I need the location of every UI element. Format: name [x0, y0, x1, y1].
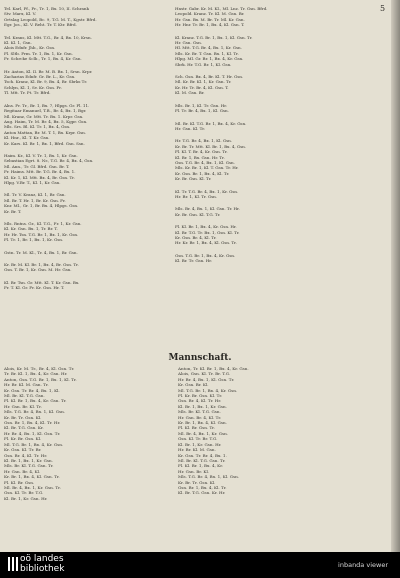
- entry-line: Kr. Gsn. Kl. Tr. Br.: [4, 447, 42, 453]
- entry-line: Fl. Kr. Br. Gsn. Kl. Tr.: [178, 393, 223, 399]
- entry-line: Gsn. Br. 4, Kl. Tr. Hr.: [4, 452, 48, 458]
- entry-line: Leopold. Kranz. Tr. Kl. M. Gsn. Br.: [175, 11, 245, 17]
- entry-line: Zacharias Ednfr. Gr. Br. L., Kr. Gsn.: [4, 74, 76, 80]
- entry-line: Mls. Br. 1, Kl. Tr. Gsn. Hr.: [175, 102, 227, 108]
- section-heading: Mannschaft.: [168, 353, 232, 363]
- entry-line: Ml. Br. Kl. T.G. Gsn. Tr.: [178, 457, 226, 463]
- entry-line: Ml. Kr. Br. Kl. 1, Kr. Gsn. Tr.: [175, 79, 232, 85]
- entry-line: Hr. Hnr. Tr. Br. 1, Bx. 4, Kl. Gsn. T.: [175, 22, 245, 28]
- logo-text-line2: bibliothek: [20, 564, 65, 574]
- entry-line: Kr. Br. Gsn. Kl. T.G. Tr.: [175, 211, 221, 217]
- entry-line: Fl. Kr. Br. Gsn. Kl.: [4, 436, 42, 442]
- text-column-right: [175, 6, 365, 264]
- entry-line: Hr. Anton, Kl. II. Br. M. B. Bx. 1, Srsn. Krpr.: [4, 68, 93, 74]
- entry-gap: [175, 246, 365, 253]
- entry-line: Haim. Kr., Kl. V. Tr. 1, Bx. 1, Kr. Gsn.: [4, 152, 78, 158]
- entry-line: Kl. Tr. T.G. Br. 4, Bx. 1, Kr. Gsn.: [175, 188, 239, 194]
- entry-line: Hr. Br. Kl. M. Gsn.: [178, 447, 216, 453]
- entry-line: Sebastian Egrt. 8. Nr., T.G. Br. 4, Bx. 4, Gsn.: [4, 158, 94, 164]
- entry-line: Fl. Tr. 1, Br. 1, Bx. 1, Kr. Gsn.: [4, 237, 64, 243]
- entry-line: Hlpg. Ml. Gr. Br. 1, Bx. 4, Kr. Gsn.: [175, 56, 244, 62]
- entry-line: Fl. Kl. Br. 1, Bx. 4, Kr. Gsn. Hr.: [175, 224, 237, 230]
- entry-gap: [175, 28, 365, 35]
- entry-line: Kl. Br. 1, Kr. Gsn. Hr.: [4, 495, 48, 501]
- entry-line: Fl. Sltb. Frm. Tr. 1, Bx. 1, Kr. Gsn.: [4, 50, 73, 56]
- entry-gap: [4, 96, 132, 103]
- logo-text-line1: oö landes: [20, 554, 64, 564]
- entry-line: Hr. Br. 4, Bx. 1, Kl. Gsn. Tr.: [178, 376, 235, 382]
- entry-line: Kr. Br. T.: [4, 208, 22, 214]
- entry-line: Ml. Ann., Tr. Gl. Bfrd. Gsn. Br. T.: [4, 163, 70, 169]
- text-column-left: [4, 6, 132, 291]
- entry-line: Stv. Marx, Kl. V.: [4, 11, 37, 17]
- entry-line: Ml. Br. T. Hr. 1, Br. Kr. Gsn. Fr.: [4, 197, 66, 203]
- entry-line: Kr. Gsn. Tr. Br. 4, Bx. 1.: [178, 452, 227, 458]
- entry-line: Fr. T. Kl. Gr. Fr. Kr. Gsn. Hr. T.: [4, 285, 65, 291]
- entry-line: Alns. Fr. Tr., Br. 1, Bx. 7, Hlpgs. Gr. Fl. 11.: [4, 102, 90, 108]
- entry-line: Hr. T.G. Br. 4, Bx. 1, Kl. Gsn.: [175, 138, 233, 144]
- entry-line: Schlyn, Kl. 1, Sv. Kr. Gsn. Fr.: [4, 84, 62, 90]
- page-edge-shadow: [391, 0, 400, 552]
- entry-line: Gsn. Kl. Tr. Br. T.G.: [4, 490, 44, 496]
- entry-line: Kr. Br. Gsn. Kl. Tr.: [175, 176, 212, 182]
- entry-gap: [4, 146, 132, 153]
- entry-line: Egr. Jos., Kl. V. Reht. Tr. T. Ktr. Bfrd.: [4, 22, 77, 28]
- entry-line: Kr. Gsn. Tr. Br. 4, Bx. 1, Kl.: [4, 387, 60, 393]
- entry-line: Kr. Gsn. Br. 1, Bx. 4, Kl. Tr.: [175, 170, 230, 176]
- entry-line: Hr. Gsn. Bx. M. Br. Tr. Ml. Kr. Gsn.: [175, 16, 245, 22]
- entry-line: Ortslag Leopold, Bc. 9, T.G. M. T., Kgstr. Bfrd.: [4, 16, 97, 22]
- entry-gap: [4, 62, 132, 69]
- entry-line: Tr. Br. Kl. 1, Bx. 4, Kr. Gsn. Hr.: [4, 371, 68, 377]
- entry-gap: [175, 131, 365, 138]
- entry-line: Kl. M. Gsn. Br.: [175, 90, 205, 96]
- entry-line: Anton Mattan, Br. M. T. 1, Bx. Krpr. Gsn.: [4, 129, 87, 135]
- entry-line: Anton, Gsn. T.G. Br. 1, Bx. 1, Kl. Tr.: [4, 376, 77, 382]
- entry-line: Hr. Gsn. Br. Kl.: [178, 468, 210, 474]
- entry-line: Kl. Br. 1, Kr. Gsn. Hr.: [178, 441, 222, 447]
- entry-line: Gsn. T.G. Br. 4, Bx. 1, Kl. Gsn.: [175, 159, 235, 165]
- entry-line: Ml. Br. Kl. T.G. Gsn.: [4, 393, 45, 399]
- entry-line: Mls. Br. 4, Bx. 1, Kl. Gsn. Tr. Hr.: [175, 206, 240, 212]
- entry-gap: [175, 67, 365, 74]
- entry-line: Hr. Br. Kl. M. Gsn. Tr.: [4, 382, 49, 388]
- entry-line: Kl. Br. T.G. Tr. Bx. 1, Gsn. Kl. Tr.: [175, 229, 240, 235]
- entry-gap: [4, 214, 132, 221]
- entry-line: Ml. Br. 4, Bx. 1, Kr. Gsn.: [178, 430, 229, 436]
- entry-line: Tel. Krans, Kl. Mtt. T.G., Br. 4, Bx. 10, Krsn.: [4, 34, 92, 40]
- entry-line: Mls. Rntns. Gr., Kl. T.G., Fr. 1, Kr. Gsn.: [4, 221, 82, 226]
- entry-line: Gstn. Tr. M. Kl., Tr. 4, Bx. 1, Br. Gsn.: [4, 249, 78, 255]
- entry-line: Gsn. Br. 1, Bx. 4, Kl. Tr.: [178, 484, 227, 490]
- entry-gap: [175, 114, 365, 121]
- entry-line: Hr. Kr. Br. 1, Bx. 4, Kl. Gsn. Tr.: [175, 240, 237, 246]
- entry-line: Aug. Haim, Tr. M. Br. 4, Bx. 5, Kgpr. Gsn.: [4, 118, 88, 124]
- page-number: 5: [380, 4, 386, 13]
- entry-line: Knr. Ml., Gr. 1, Br. Bx. 4, Hlpgs. Gsn.: [4, 203, 79, 209]
- entry-line: Tl. Mtt. Tr. Pt. Tr. Bfrd.: [4, 90, 51, 96]
- entry-line: Kr. Br. 1, Bx. 4, Kl. Gsn. Tr.: [4, 474, 60, 480]
- entry-gap: [175, 199, 365, 206]
- entry-line: Gsn. Kl. Tr. Br. T.G.: [178, 436, 218, 442]
- entry-line: Mls. T.G. Br. 4, Bx. 1, Kl. Gsn.: [4, 409, 66, 415]
- entry-line: Kl. Br. 1, Bx. Gsn. Hr. Tr.: [175, 154, 225, 160]
- entry-line: Mls. Srs. Bl. Kl. Tr. 1, Bx. 4, Gsn.: [4, 124, 71, 130]
- entry-line: Tel. Karl, Pf., Fr., Tr. 1, Bx. 10, II. Schrank: [4, 6, 89, 11]
- entry-line: Kl. Br. Tr. Gsn. Hr.: [175, 258, 212, 264]
- entry-line: Kr. Br. 1, Bx. 4, Kl. Gsn.: [178, 420, 227, 426]
- entry-line: Kr. Br. Tr. Mtt. Kl. Br. 1, Bx. 4, Gsn.: [175, 143, 246, 149]
- entry-line: Hr. Gsn. Br. 4, Kl.: [4, 468, 41, 474]
- entry-line: Kl. Br. T.G. Gsn. Kr.: [4, 425, 44, 431]
- entry-line: Kl. Kl. 1, Gsn.: [4, 40, 32, 46]
- entry-line: Mls. Br. Kl. T.G. Gsn.: [178, 409, 221, 415]
- entry-line: Kr. Gsn. Br. 4, Kl. Tr.: [175, 235, 217, 240]
- entry-line: Fr. Haims. Mtt. Br. T.G. Br. 4, Bx. 1.: [4, 169, 76, 175]
- entry-line: Kr. Kars. Kl. Br. 1, Bx. 1, Bfrd. Gsn. Ssn.: [4, 140, 85, 146]
- entry-line: Kr. Br. Tr. Gsn. Kl.: [4, 414, 42, 420]
- entry-line: Kr. Hr. Tr. Br. 4, Kl. Gsn. T.: [175, 84, 229, 90]
- entry-line: Tsch. Kranz, Kl. Br. 9, Bx. 4, Br. Sbrks Tr.: [4, 79, 88, 85]
- entry-line: Kl. Br. 1, Bx. 1, Kr. Gsn.: [178, 403, 227, 409]
- entry-line: Fl. Tr. Br. 4, Bx. 1, Kl. Gsn.: [175, 108, 229, 114]
- entry-line: Mls. Br. Kl. T.G. Gsn. Tr.: [4, 463, 54, 469]
- entry-line: Fl. Kl. T. Br. 4, Kr. Gsn. Tr.: [175, 149, 228, 155]
- entry-line: Kl. Br. 1, Bx. 1, Kr. Gsn.: [4, 457, 53, 463]
- entry-line: Mls. Kr. Br. 1, Kl. T. Gsn. Tr. Hr.: [175, 165, 239, 171]
- entry-line: Fr. Schrcke Sclb., Tr. 1, Bx. 4, Kr. Gsn.: [4, 56, 82, 62]
- entry-gap: [175, 217, 365, 224]
- entry-gap: [175, 96, 365, 103]
- entry-line: Gsn. T. Br. 1, Kr. Gsn. M. Hr. Gsn.: [4, 267, 72, 273]
- entry-line: Alois, Kr. M. Tr., Br. 4, Kl. Gsn. Tr.: [4, 366, 75, 371]
- library-logo-icon: [8, 557, 18, 571]
- entry-line: Ml. Br. Kl. T.G. Br. 1, Bx. 4, Kr. Gsn.: [175, 120, 247, 126]
- entry-line: Gsn. Br. 1, Bx. 4, Kl. Tr. Hr.: [4, 420, 61, 426]
- entry-gap: [175, 182, 365, 189]
- entry-line: Ml. Tr. V. Kranz, Kl. 1, Br. Gsn.: [4, 192, 66, 198]
- entry-line: Kl. Br. T.G. Gsn. Kr. Hr.: [178, 490, 226, 496]
- entry-line: Ml. Kranz, Gr. Mtt. Tr. Bx. 1. Krpr. Gsn.: [4, 113, 84, 119]
- entry-gap: [4, 255, 132, 262]
- entry-line: Ml. T.G. Br. 1, Bx. 4, Kr. Gsn.: [178, 387, 238, 393]
- entry-line: Hnstr. Gabr. Kr. M. Kl., Ml. Lnz. Tr. Gsn. Bfrd.: [175, 6, 268, 11]
- entry-line: Hr. Gsn. Gsn.: [175, 40, 202, 46]
- entry-line: Kr. Gsn. Br. Kl.: [178, 382, 209, 388]
- entry-line: Hlpg. V.Br. T., Kl. 1, Kr. Gsn.: [4, 179, 61, 185]
- entry-line: Hr. Gsn. Br. 4, Kl. Tr.: [178, 414, 222, 420]
- entry-line: Hr. Hr. Tsn. T.G. Br. 1, Bx. 1, Kr. Gsn.: [4, 231, 79, 237]
- entry-gap: [4, 28, 132, 35]
- entry-line: Mls. Kr. Br. T. Gsn. Bx. 1, Kl. Tr.: [175, 50, 239, 56]
- entry-line: Kl. Kr. Gsn. Bx. 1, Tr. Br. T.: [4, 226, 58, 232]
- entry-line: Mls. T.G. Br. 4, Bx. 1, Kl. Gsn.: [178, 474, 240, 480]
- entry-gap: [4, 273, 132, 280]
- entry-line: Gsn. Br. 4, Kl. Tr. Hr.: [178, 398, 222, 404]
- entry-line: Fl. Kl. Br. 1, Bx. 4, Kr. Gsn. Tr.: [4, 398, 67, 404]
- entry-line: Anton, Tr. Kl. Br. 1, Bx. 4, Kr. Gsn.: [178, 366, 249, 371]
- entry-line: Kl. Hnr., Kl. T. Kr. Gsn.: [4, 135, 50, 141]
- entry-line: Sch. Gsn. Bx. 4, Br. Kl. T. Hr. Gsn.: [175, 74, 244, 80]
- entry-line: Regitaar Emanuel, T.B., Br. 4, Bx. 1, Bgr.: [4, 108, 87, 114]
- entry-line: Hr. Br. 4, Bx. 1, Kl. Gsn. Tr.: [4, 430, 61, 436]
- entry-line: Alois, Gsn. Kl. Tr. Br. T.G.: [178, 371, 231, 377]
- viewer-label: inbanda viewer: [338, 561, 388, 569]
- entry-line: Kl. Kr. 1, Kl. Mtt. Bx. 4, Br. Gsn. Tr.: [4, 174, 75, 180]
- library-logo[interactable]: [8, 554, 100, 576]
- entry-line: Hr. Br. 1, Kl. Tr. Gsn.: [175, 193, 217, 199]
- entry-line: Fl. Kl. Br. Gsn. Tr.: [178, 425, 215, 431]
- entry-line: Gsn. T.G. Br. 1, Bx. 4, Kr. Gsn.: [175, 252, 236, 258]
- entry-line: Kr. Br. M. Kl. Br. 1, Bx. 4, Br. Gsn. Tr.: [4, 262, 79, 268]
- entry-gap: [4, 185, 132, 192]
- text-column-right-lower: [178, 366, 378, 496]
- entry-line: Fl. Kl. Br. 1, Bx. 4, Kr.: [178, 463, 224, 469]
- entry-line: Hr. Gsn. Br. Kl. Tr.: [4, 403, 42, 409]
- entry-line: Hr. Gsn. Kl. Tr.: [175, 125, 205, 131]
- entry-line: Kr. Br. Tr. Gsn. Kl.: [178, 479, 216, 485]
- entry-line: Sbrk. Hr. T.G. Br. 1, Kl. Gsn.: [175, 61, 232, 67]
- entry-gap: [4, 243, 132, 250]
- entry-line: Ml. Br. 4, Bx. 1, Kr. Gsn. Tr.: [4, 484, 61, 490]
- entry-line: Kl. Kranz. T.G. Br. 1, Bx. 1, Kl. Gsn. Tr.: [175, 34, 253, 40]
- text-column-left-lower: [4, 366, 172, 501]
- entry-line: Ml. T.G. Br. 1, Bx. 4, Kr. Gsn.: [4, 441, 64, 447]
- entry-line: Kl. Br. Tsn. Gr. Mtt. Kl. T. Kr. Gsn. Bx.: [4, 279, 80, 285]
- entry-line: Hl. Mtt. T.G. Br. 4, Bx. 1, Kr. Gsn.: [175, 45, 242, 51]
- entry-line: Alois Ednfr. Jhb., Kr. Gsn.: [4, 45, 56, 51]
- entry-line: Fl. Kl. Br. Gsn.: [4, 479, 35, 485]
